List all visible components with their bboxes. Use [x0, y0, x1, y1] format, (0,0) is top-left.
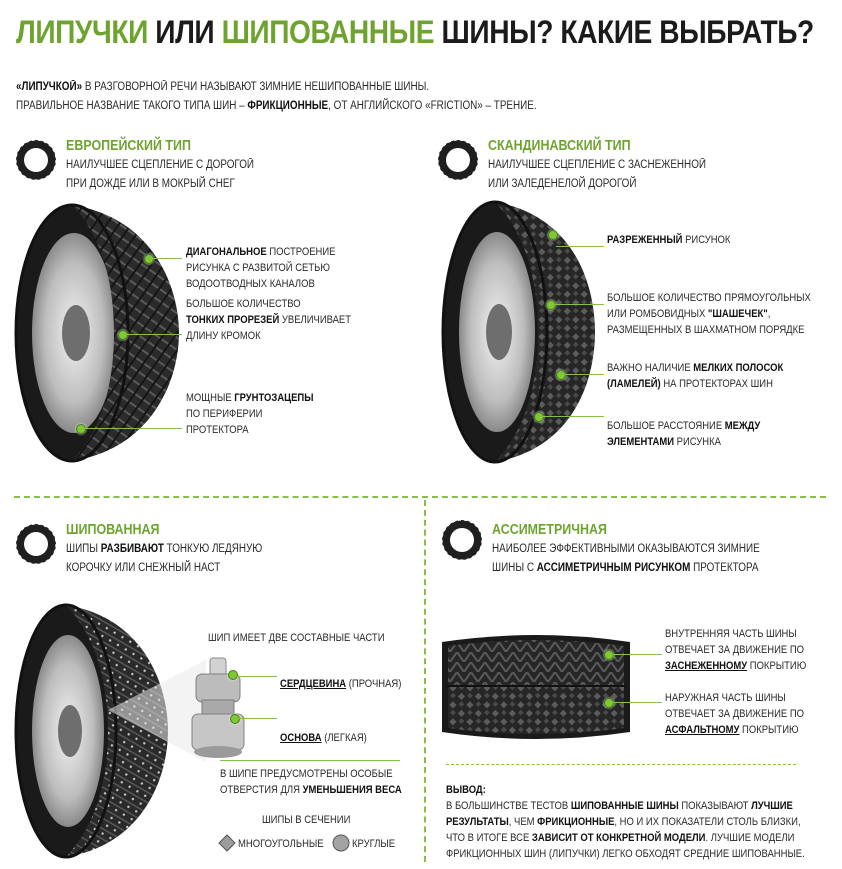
scandinavian-tire-image: [440, 196, 600, 468]
polygon-stud-label: МНОГОУГОЛЬНЫЕ: [238, 838, 324, 850]
asymmetric-tire-image: [436, 632, 636, 742]
pointer-dot: [604, 698, 614, 708]
section-divider: [424, 500, 426, 862]
scandinavian-note-blocks: БОЛЬШОЕ КОЛИЧЕСТВО ПРЯМОУГОЛЬНЫХ ИЛИ РОМБОВИДНЫХ "ШАШЕЧЕК", РАЗМЕЩЕННЫХ В ШАХМАТНОМ ПОРЯДКЕ: [607, 292, 811, 336]
stud-parts-label: ШИП ИМЕЕТ ДВЕ СОСТАВНЫЕ ЧАСТИ: [208, 632, 385, 644]
asymmetric-outer-note: НАРУЖНАЯ ЧАСТЬ ШИНЫ ОТВЕЧАЕТ ЗА ДВИЖЕНИЕ ПО АСФАЛЬТНОМУ ПОКРЫТИЮ: [665, 692, 805, 736]
conclusion-divider: [446, 764, 796, 765]
pointer-dot: [76, 424, 86, 434]
tire-icon: [440, 518, 484, 562]
tire-icon: [14, 522, 58, 566]
pointer-dot: [534, 412, 544, 422]
round-stud-icon: [332, 834, 350, 852]
scandinavian-desc: НАИЛУЧШЕЕ СЦЕПЛЕНИЕ С ЗАСНЕЖЕННОЙ ИЛИ ЗАЛЕДЕНЕЛОЙ ДОРОГОЙ: [488, 159, 707, 190]
stud-core-label: СЕРДЦЕВИНА (ПРОЧНАЯ): [280, 678, 402, 690]
stud-holes-note: В ШИПЕ ПРЕДУСМОТРЕНЫ ОСОБЫЕ ОТВЕРСТИЯ ДЛЯ УМЕНЬШЕНИЯ ВЕСА: [220, 768, 402, 796]
pointer-dot: [604, 650, 614, 660]
pointer-dot: [230, 714, 240, 724]
intro-text: «ЛИПУЧКОЙ» В РАЗГОВОРНОЙ РЕЧИ НАЗЫВАЮТ ЗИМНИЕ НЕШИПОВАННЫЕ ШИНЫ. ПРАВИЛЬНОЕ НАЗВАНИЕ ТАКОГО ТИПА ШИН – ФРИКЦИОННЫЕ, ОТ АНГЛИЙСКОГО «FRICTION» – ТРЕНИЕ.: [16, 81, 537, 112]
stud-image: [188, 656, 248, 760]
scandinavian-note-sparse: РАЗРЕЖЕННЫЙ РИСУНОК: [607, 234, 731, 246]
asymmetric-desc: НАИБОЛЕЕ ЭФФЕКТИВНЫМИ ОКАЗЫВАЮТСЯ ЗИМНИЕ ШИНЫ С АССИМЕТРИЧНЫМ РИСУНКОМ ПРОТЕКТОРА: [492, 543, 760, 574]
round-stud-label: КРУГЛЫЕ: [352, 838, 396, 850]
scandinavian-note-sipes: ВАЖНО НАЛИЧИЕ МЕЛКИХ ПОЛОСОК (ЛАМЕЛЕЙ) НА ПРОТЕКТОРАХ ШИН: [607, 362, 784, 390]
pointer-dot: [228, 670, 238, 680]
studded-title: ШИПОВАННАЯ: [66, 522, 160, 538]
european-note-sipes: БОЛЬШОЕ КОЛИЧЕСТВО ТОНКИХ ПРОРЕЗЕЙ УВЕЛИЧИВАЕТ ДЛИНУ КРОМОК: [186, 298, 352, 342]
pointer-dot: [548, 230, 558, 240]
page-title: ЛИПУЧКИ ИЛИ ШИПОВАННЫЕ ШИНЫ? КАКИЕ ВЫБРАТЬ?: [16, 14, 814, 50]
polygon-stud-icon: [218, 834, 236, 852]
scandinavian-note-spacing: БОЛЬШОЕ РАССТОЯНИЕ МЕЖДУ ЭЛЕМЕНТАМИ РИСУНКА: [607, 420, 761, 448]
pointer-dot: [556, 370, 566, 380]
scandinavian-title: СКАНДИНАВСКИЙ ТИП: [488, 138, 631, 154]
tire-icon: [436, 138, 480, 182]
pointer-dot: [118, 330, 128, 340]
pointer-dot: [144, 254, 154, 264]
european-desc: НАИЛУЧШЕЕ СЦЕПЛЕНИЕ С ДОРОГОЙ ПРИ ДОЖДЕ ИЛИ В МОКРЫЙ СНЕГ: [66, 159, 255, 190]
european-note-diagonal: ДИАГОНАЛЬНОЕ ПОСТРОЕНИЕ РИСУНКА С РАЗВИТОЙ СЕТЬЮ ВОДООТВОДНЫХ КАНАЛОВ: [186, 246, 336, 290]
european-note-lugs: МОЩНЫЕ ГРУНТОЗАЦЕПЫ ПО ПЕРИФЕРИИ ПРОТЕКТОРА: [186, 392, 314, 436]
stud-section-label: ШИПЫ В СЕЧЕНИИ: [262, 814, 351, 826]
pointer-dot: [546, 300, 556, 310]
studded-desc: ШИПЫ РАЗБИВАЮТ ТОНКУЮ ЛЕДЯНУЮ КОРОЧКУ ИЛИ СНЕЖНЫЙ НАСТ: [66, 543, 263, 574]
tire-icon: [14, 138, 58, 182]
section-divider: [14, 496, 826, 498]
conclusion-text: ВЫВОД: В БОЛЬШИНСТВЕ ТЕСТОВ ШИПОВАННЫЕ ШИНЫ ПОКАЗЫВАЮТ ЛУЧШИЕ РЕЗУЛЬТАТЫ, ЧЕМ ФРИКЦИОННЫЕ, НО И ИХ ПОКАЗАТЕЛИ СТОЛЬ БЛИЗКИ, ЧТО В ИТОГЕ ВСЕ ЗАВИСИТ ОТ КОНКРЕТНОЙ МОДЕЛИ. ЛУЧШИЕ МОДЕЛИ ФРИКЦИОННЫХ ШИН (ЛИПУЧКИ) ЛЕГКО ОБХОДЯТ СРЕДНИЕ ШИПОВАННЫЕ.: [446, 784, 805, 860]
european-title: ЕВРОПЕЙСКИЙ ТИП: [66, 138, 191, 154]
asymmetric-title: АССИМЕТРИЧНАЯ: [492, 522, 608, 538]
stud-base-label: ОСНОВА (ЛЕГКАЯ): [280, 732, 367, 744]
asymmetric-inner-note: ВНУТРЕННЯЯ ЧАСТЬ ШИНЫ ОТВЕЧАЕТ ЗА ДВИЖЕНИЕ ПО ЗАСНЕЖЕННОМУ ПОКРЫТИЮ: [665, 628, 807, 672]
